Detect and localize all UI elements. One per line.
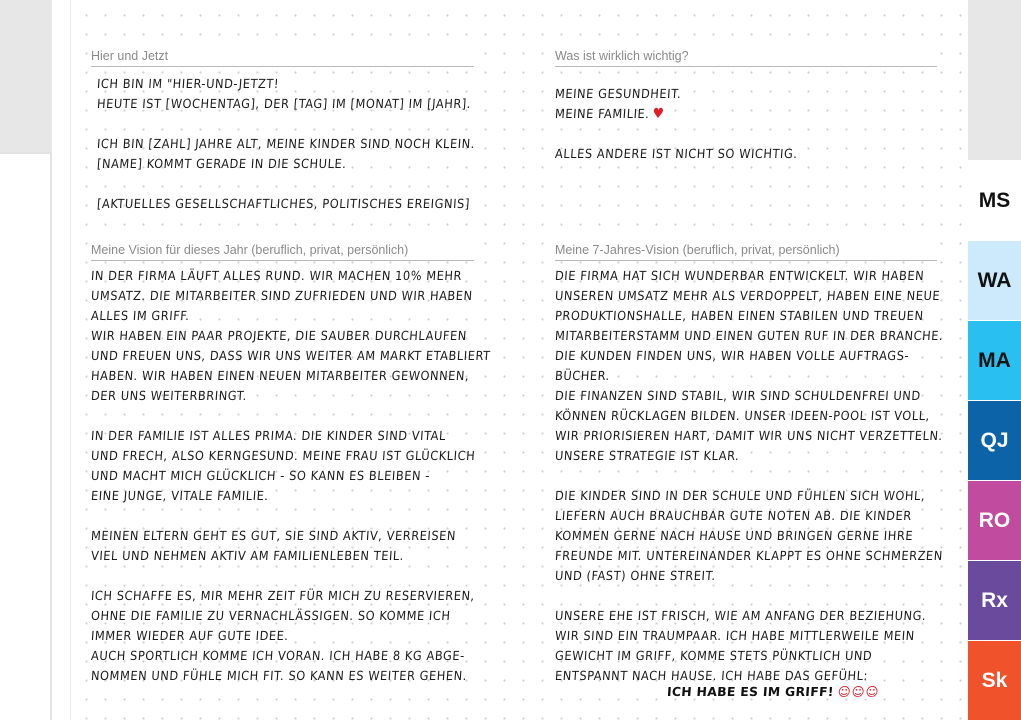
text-line: OHNE DIE FAMILIE ZU VERNACHLÄSSIGEN. SO KOMME ICH <box>90 608 452 623</box>
text-line: KÖNNEN RÜCKLAGEN BILDEN. UNSER IDEEN-POOL IST VOLL, <box>554 408 931 423</box>
text-line-content: MEINE FAMILIE. <box>554 106 651 121</box>
text-line <box>554 104 937 124</box>
section-title: Meine 7-Jahres-Vision (beruflich, privat, persönlich) <box>555 242 937 261</box>
text-line: MEINE GESUNDHEIT. <box>554 86 682 101</box>
text-line: ALLES ANDERE IST NICHT SO WICHTIG. <box>554 146 799 161</box>
text-line: FREUNDE MIT. UNTEREINANDER KLAPPT ES OHNE SCHMERZEN <box>554 548 944 563</box>
text-line: HABEN. WIR HABEN EINEN NEUEN MITARBEITER GEWONNEN, <box>90 368 470 383</box>
text-line: LIEFERN AUCH BRAUCHBAR GUTE NOTEN AB. DIE KINDER <box>554 508 913 523</box>
text-line: DER UNS WEITERBRINGT. <box>90 388 248 403</box>
text-line: DIE FIRMA HAT SICH WUNDERBAR ENTWICKELT. WIR HABEN <box>554 268 925 283</box>
text-line: WIR HABEN EIN PAAR PROJEKTE, DIE SAUBER DURCHLAUFEN <box>90 328 468 343</box>
text-line: IMMER WIEDER AUF GUTE IDEE. <box>90 628 290 643</box>
tab-rx[interactable] <box>968 560 1021 640</box>
tab-label: WA <box>977 268 1012 292</box>
section-title: Hier und Jetzt <box>91 48 474 67</box>
final-line <box>554 684 937 700</box>
text-line: UNSEREN UMSATZ MEHR ALS VERDOPPELT, HABEN EINE NEUE <box>554 288 941 303</box>
text-line: BÜCHER. <box>554 368 611 383</box>
text-line: ALLES IM GRIFF. <box>90 308 191 323</box>
text-line: EINE JUNGE, VITALE FAMILIE. <box>90 488 270 503</box>
section-wichtig <box>555 48 937 164</box>
left-margin-edge <box>50 152 52 720</box>
tab-label: RO <box>978 508 1011 532</box>
text-line: ENTSPANNT NACH HAUSE. ICH HABE DAS GEFÜHL: <box>554 668 869 683</box>
text-line: WIR PRIORISIEREN HART, DAMIT WIR UNS NICHT VERZETTELN. <box>554 428 944 443</box>
text-line: DIE FINANZEN SIND STABIL, WIR SIND SCHULDENFREI UND <box>554 388 922 403</box>
text-line: AUCH SPORTLICH KOMME ICH VORAN. ICH HABE 8 KG ABGE- <box>90 648 466 663</box>
dotted-page <box>70 0 969 720</box>
text-line: UND FREUEN UNS, DASS WIR UNS WEITER AM MARKT ETABLIERT <box>90 348 492 363</box>
text-line: NOMMEN UND FÜHLE MICH FIT. SO KANN ES WEITER GEHEN. <box>90 668 468 683</box>
text-line: MEINEN ELTERN GEHT ES GUT, SIE SIND AKTIV, VERREISEN <box>90 528 457 543</box>
text-line: ICH BIN [ZAHL] JAHRE ALT, MEINE KINDER SIND NOCH KLEIN. <box>96 136 476 151</box>
smiley-icon: ☺☺☺ <box>837 684 881 699</box>
tab-ms[interactable] <box>968 160 1021 240</box>
text-line: [AKTUELLES GESELLSCHAFTLICHES, POLITISCHES EREIGNIS] <box>96 196 471 211</box>
section-vision-jahr <box>90 242 492 686</box>
section-title: Meine Vision für dieses Jahr (beruflich, privat, persönlich) <box>91 242 474 261</box>
section-title: Was ist wirklich wichtig? <box>555 48 937 67</box>
text-line: HEUTE IST [WOCHENTAG], DER [TAG] IM [MONAT] IM [JAHR]. <box>96 96 472 111</box>
text-line: UMSATZ. DIE MITARBEITER SIND ZUFRIEDEN UND WIR HABEN <box>90 288 474 303</box>
tab-ma[interactable] <box>968 320 1021 400</box>
tab-ro[interactable] <box>968 480 1021 560</box>
left-margin-divider <box>0 152 52 154</box>
tab-bar-top-block <box>968 0 1021 160</box>
tab-label: Rx <box>981 588 1008 612</box>
heart-icon: ♥ <box>651 106 666 122</box>
tab-sk[interactable] <box>968 640 1021 720</box>
left-margin <box>0 0 52 720</box>
tab-label: MS <box>978 188 1011 212</box>
text-line: [NAME] KOMMT GERADE IN DIE SCHULE. <box>96 156 348 171</box>
text-line: DIE KINDER SIND IN DER SCHULE UND FÜHLEN SICH WOHL, <box>554 488 926 503</box>
text-line: DIE KUNDEN FINDEN UNS, WIR HABEN VOLLE AUFTRAGS- <box>554 348 910 363</box>
text-line: KOMMEN GERNE NACH HAUSE UND BRINGEN GERNE IHRE <box>554 528 914 543</box>
text-line: UND MACHT MICH GLÜCKLICH - SO KANN ES BLEIBEN - <box>90 468 431 483</box>
tab-qj[interactable] <box>968 400 1021 480</box>
tab-label: QJ <box>980 428 1009 452</box>
text-line: ICH SCHAFFE ES, MIR MEHR ZEIT FÜR MICH ZU RESERVIEREN, <box>90 588 476 603</box>
tab-label: MA <box>978 348 1011 372</box>
text-line: UND FRECH, ALSO KERNGESUND. MEINE FRAU IST GLÜCKLICH <box>90 448 476 463</box>
left-margin-block <box>0 0 52 152</box>
text-line: VIEL UND NEHMEN AKTIV AM FAMILIENLEBEN TEIL. <box>90 548 405 563</box>
text-line: PRODUKTIONSHALLE, HABEN EINEN STABILEN UND TREUEN <box>554 308 925 323</box>
text-line: GEWICHT IM GRIFF, KOMME STETS PÜNKTLICH UND <box>554 648 873 663</box>
tab-wa[interactable] <box>968 240 1021 320</box>
text-line: MITARBEITERSTAMM UND EINEN GUTEN RUF IN DER BRANCHE. <box>554 328 944 343</box>
section-hier-und-jetzt <box>91 48 474 214</box>
section-vision-7-jahre <box>554 242 944 700</box>
tab-bar <box>968 0 1021 720</box>
final-line-text: ICH HABE ES IM GRIFF! <box>666 684 835 699</box>
text-line: UNSERE EHE IST FRISCH, WIE AM ANFANG DER BEZIEHUNG. <box>554 608 927 623</box>
text-line: WIR SIND EIN TRAUMPAAR. ICH HABE MITTLERWEILE MEIN <box>554 628 916 643</box>
text-line: ICH BIN IM "HIER-UND-JETZT! <box>96 76 280 91</box>
text-line: UND (FAST) OHNE STREIT. <box>554 568 717 583</box>
tab-label: Sk <box>981 668 1008 692</box>
text-line: IN DER FAMILIE IST ALLES PRIMA. DIE KINDER SIND VITAL <box>90 428 447 443</box>
text-line: UNSERE STRATEGIE IST KLAR. <box>554 448 740 463</box>
text-line: IN DER FIRMA LÄUFT ALLES RUND. WIR MACHEN 10% MEHR <box>90 268 463 283</box>
